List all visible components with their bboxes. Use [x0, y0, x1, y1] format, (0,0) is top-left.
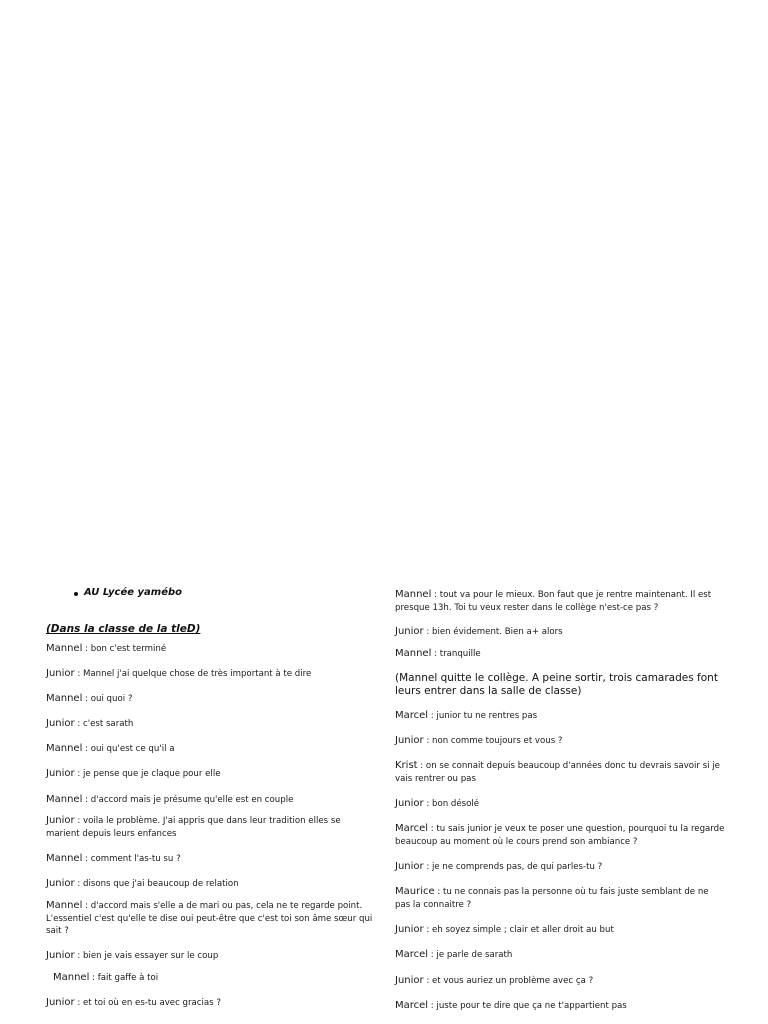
dialogue-line	[395, 949, 725, 962]
speaker: Marcel	[395, 1000, 429, 1011]
line-text: : non comme toujours et vous ?	[423, 736, 563, 746]
bullet-dot-icon	[74, 592, 78, 596]
line-text: : c'est sarath	[74, 719, 134, 729]
speaker: Mannel	[53, 972, 90, 983]
dialogue-line	[46, 997, 376, 1010]
dialogue-line	[46, 950, 376, 963]
line-text: : et toi où en es-tu avec gracias ?	[74, 998, 221, 1008]
dialogue-line	[46, 794, 376, 807]
dialogue-line	[46, 900, 376, 938]
speaker: Mannel	[46, 853, 83, 864]
speaker: Junior	[395, 798, 424, 809]
line-text: : bon c'est terminé	[82, 644, 167, 654]
dialogue-line	[46, 718, 376, 731]
dialogue-line	[53, 972, 383, 985]
line-text: : voila le problème. J'ai appris que dans leur tradition elles se marient depuis leurs enfances	[46, 816, 341, 839]
line-text: : d'accord mais je présume qu'elle est en couple	[82, 795, 294, 805]
speaker: Junior	[46, 997, 75, 1008]
speaker: Mannel	[46, 693, 83, 704]
line-text: : et vous auriez un problème avec ça ?	[423, 976, 594, 986]
speaker: Krist	[395, 760, 418, 771]
speaker: Mannel	[46, 643, 83, 654]
stage-direction: (Mannel quitte le collège. A peine sortir, trois camarades font leurs entrer dans la salle de classe)	[395, 672, 718, 697]
line-text: : juste pour te dire que ça ne t'appartient pas	[428, 1001, 627, 1011]
dialogue-line	[46, 878, 376, 891]
line-text: : junior tu ne rentres pas	[428, 711, 538, 721]
scene-heading: (Dans la classe de la tleD)	[46, 623, 201, 635]
speaker: Mannel	[395, 589, 432, 600]
speaker: Junior	[395, 861, 424, 872]
dialogue-line	[395, 924, 725, 937]
speaker: Junior	[46, 668, 75, 679]
line-text: : bon désolé	[423, 799, 480, 809]
line-text: : fait gaffe à toi	[89, 973, 159, 983]
speaker: Mannel	[46, 743, 83, 754]
dialogue-line	[395, 886, 725, 911]
line-text: : tout va pour le mieux. Bon faut que je rentre maintenant. Il est presque 13h. Toi tu veux rester dans le collège n'est-ce pas ?	[395, 590, 712, 613]
dialogue-line	[46, 768, 376, 781]
speaker: Junior	[46, 768, 75, 779]
dialogue-line	[395, 710, 725, 723]
dialogue-line	[395, 626, 725, 639]
dialogue-line	[395, 760, 725, 785]
line-text: : bien je vais essayer sur le coup	[74, 951, 219, 961]
dialogue-line	[395, 823, 725, 848]
line-text: : tu sais junior je veux te poser une question, pourquoi tu la regarde beaucoup au moment où le cours prend son ambiance ?	[395, 824, 725, 847]
dialogue-line	[395, 589, 725, 614]
speaker: Junior	[395, 735, 424, 746]
line-text: : je ne comprends pas, de qui parles-tu ?	[423, 862, 603, 872]
dialogue-line	[46, 815, 376, 840]
line-text: : eh soyez simple ; clair et aller droit au but	[423, 925, 614, 935]
line-text: : d'accord mais s'elle a de mari ou pas, cela ne te regarde point. L'essentiel c'est qu'elle te dise oui peut-être que c'est toi son âme sœur qui sait ?	[46, 901, 373, 936]
line-text: : je pense que je claque pour elle	[74, 769, 221, 779]
dialogue-line	[395, 975, 725, 988]
dialogue-line	[46, 853, 376, 866]
speaker: Marcel	[395, 949, 429, 960]
line-text: : comment l'as-tu su ?	[82, 854, 181, 864]
line-text: : Mannel j'ai quelque chose de très important à te dire	[74, 669, 312, 679]
dialogue-line	[395, 861, 725, 874]
speaker: Mannel	[395, 648, 432, 659]
line-text: : tranquille	[431, 649, 481, 659]
speaker: Marcel	[395, 823, 429, 834]
dialogue-line	[46, 743, 376, 756]
line-text: : bien évidement. Bien a+ alors	[423, 627, 563, 637]
line-text: : on se connait depuis beaucoup d'années donc tu devrais savoir si je vais rentrer ou pas	[395, 761, 720, 784]
dialogue-line	[395, 798, 725, 811]
speaker: Junior	[395, 924, 424, 935]
line-text: : tu ne connais pas la personne où tu fais juste semblant de ne pas la connaitre ?	[395, 887, 709, 910]
speaker: Junior	[395, 626, 424, 637]
line-text: : je parle de sarath	[428, 950, 513, 960]
location-heading: AU Lycée yamébo	[84, 587, 183, 598]
line-text: : oui qu'est ce qu'il a	[82, 744, 175, 754]
speaker: Junior	[46, 815, 75, 826]
speaker: Junior	[46, 950, 75, 961]
speaker: Mannel	[46, 900, 83, 911]
line-text: : disons que j'ai beaucoup de relation	[74, 879, 239, 889]
speaker: Junior	[395, 975, 424, 986]
speaker: Maurice	[395, 886, 435, 897]
dialogue-line	[46, 643, 376, 656]
dialogue-line	[395, 735, 725, 748]
dialogue-line	[46, 693, 376, 706]
dialogue-line	[395, 648, 725, 661]
speaker: Marcel	[395, 710, 429, 721]
speaker: Junior	[46, 878, 75, 889]
dialogue-line	[395, 1000, 725, 1013]
dialogue-line	[46, 668, 376, 681]
line-text: : oui quoi ?	[82, 694, 133, 704]
speaker: Junior	[46, 718, 75, 729]
speaker: Mannel	[46, 794, 83, 805]
